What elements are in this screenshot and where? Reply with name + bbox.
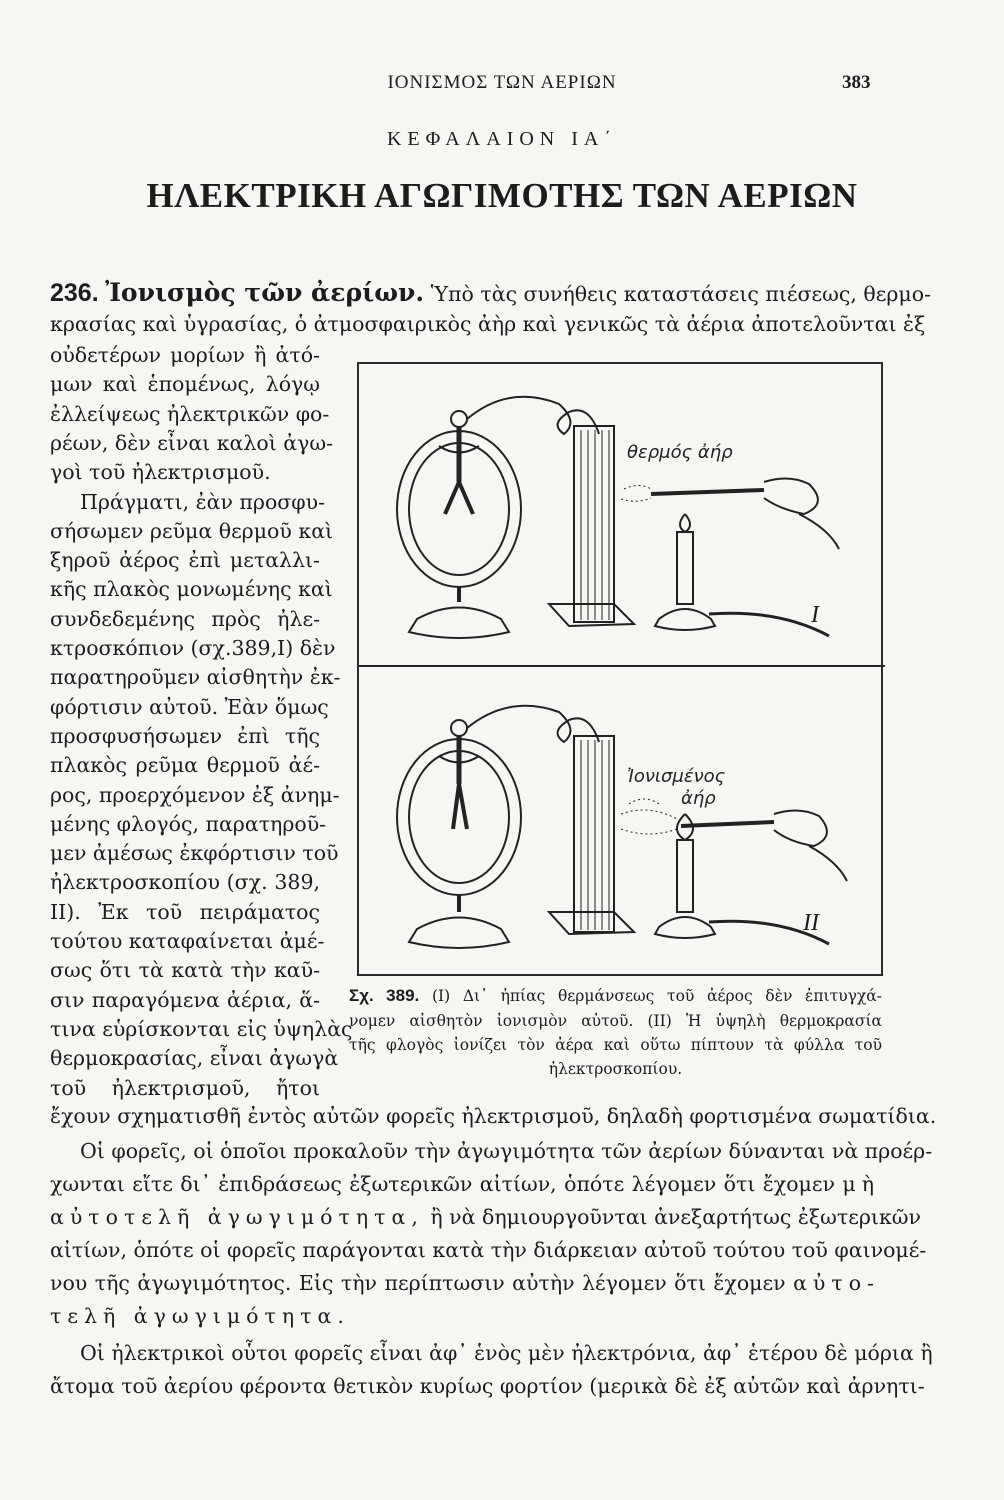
page-number: 383 bbox=[842, 72, 871, 93]
body-line: τούτου καταφαίνεται ἀμέ- bbox=[50, 929, 325, 953]
caption-line bbox=[349, 986, 882, 1006]
section-title: Ἰονισμὸς τῶν ἀερίων. bbox=[105, 278, 425, 307]
figure-drawing bbox=[359, 364, 885, 978]
body-text: νου τῆς ἀγωγιμότητος. Εἰς τὴν περίπτωσιν αὐτὴν λέγομεν ὅτι ἔχομεν bbox=[50, 1271, 786, 1295]
body-line: μεν ἀμέσως ἐκφόρτισιν τοῦ bbox=[50, 841, 339, 866]
caption-line: νομεν αἰσθητὸν ἰονισμὸν αὐτοῦ. (ΙΙ) Ἡ ὑψηλὴ θερμοκρασία bbox=[349, 1012, 882, 1030]
panel-2-label: II bbox=[803, 910, 819, 936]
section-number: 236. bbox=[50, 279, 99, 307]
body-line: αἰτίων, ὁπότε οἱ φορεῖς παράγονται κατὰ τὴν διάρκειαν αὐτοῦ τούτου τοῦ φαινομέ- bbox=[50, 1238, 927, 1262]
panel-2-note-1: Ἰονισμένος bbox=[627, 766, 726, 787]
body-line: ἠλεκτροσκοπίου (σχ. 389, bbox=[50, 870, 320, 895]
emphasis-text: αὐτοτελῆ ἀγωγιμότητα, bbox=[50, 1205, 424, 1229]
emphasis-text: αὐτο- bbox=[793, 1271, 880, 1295]
figure-389 bbox=[357, 362, 883, 976]
panel-2-note-2: ἀήρ bbox=[681, 788, 716, 809]
body-line: μένης φλογός, παρατηροῦ- bbox=[50, 811, 327, 836]
body-text: χωνται εἴτε δι᾽ ἐπιδράσεως ἐξωτερικῶν αἰτίων, ὁπότε λέγομεν ὅτι ἔχομεν bbox=[50, 1172, 835, 1196]
body-line: Ὑπὸ τὰς συνήθεις καταστάσεις πιέσεως, θερμο- bbox=[430, 282, 932, 306]
body-line: ἔχουν σχηματισθῆ ἐντὸς αὐτῶν φορεῖς ἠλεκτρισμοῦ, δηλαδὴ φορτισμένα σωματίδια. bbox=[50, 1104, 937, 1128]
body-line: μων καὶ ἑπομένως, λόγῳ bbox=[50, 372, 320, 397]
body-line bbox=[50, 1271, 880, 1295]
emphasis-text: τελῆ ἀγωγιμότητα. bbox=[50, 1304, 350, 1328]
panel-1-drawing bbox=[397, 397, 839, 638]
body-line: ἐλλείψεως ἠλεκτρικῶν φο- bbox=[50, 401, 330, 426]
body-line: Οἱ φορεῖς, οἱ ὁποῖοι προκαλοῦν τὴν ἀγωγιμότητα τῶν ἀερίων δύνανται νὰ προέρ- bbox=[80, 1139, 933, 1163]
body-line: φόρτισιν αὐτοῦ. Ἐὰν ὅμως bbox=[50, 694, 329, 719]
chapter-label: ΚΕΦΑΛΑΙΟΝ ΙΑ΄ bbox=[386, 128, 618, 150]
body-line: παρατηροῦμεν αἰσθητὴν ἐκ- bbox=[50, 665, 341, 690]
body-line bbox=[50, 1205, 921, 1229]
body-line: κτροσκόπιον (σχ.389,Ι) δὲν bbox=[50, 636, 336, 660]
body-line: Πράγματι, ἐὰν προσφυ- bbox=[80, 489, 326, 514]
body-line: κῆς πλακὸς μονωμένης καὶ bbox=[50, 577, 333, 602]
body-line: γοὶ τοῦ ἠλεκτρισμοῦ. bbox=[50, 460, 271, 485]
caption-line: τῆς φλογὸς ἰονίζει τὸν ἀέρα καὶ οὕτω πίπτουν τὰ φύλλα τοῦ bbox=[349, 1036, 882, 1054]
caption-line: ἠλεκτροσκοπίου. bbox=[548, 1060, 683, 1078]
body-line: σως ὅτι τὰ κατὰ τὴν καῦ- bbox=[50, 958, 320, 983]
body-line: ρος, προερχόμενον ἐξ ἀνημ- bbox=[50, 782, 340, 807]
body-line bbox=[50, 1172, 880, 1196]
body-line: συνδεδεμένης πρὸς ἠλε- bbox=[50, 606, 320, 631]
section-heading-line bbox=[50, 278, 932, 308]
body-line: πλακὸς ρεῦμα θερμοῦ ἀέ- bbox=[50, 753, 320, 778]
body-line: ρέων, δὲν εἶναι καλοὶ ἀγω- bbox=[50, 430, 334, 455]
body-text: ἢ νὰ δημιουργοῦνται ἀνεξαρτήτως ἐξωτερικῶν bbox=[430, 1205, 921, 1229]
body-line: τοῦ ἠλεκτρισμοῦ, ἤτοι bbox=[50, 1075, 320, 1100]
body-line bbox=[50, 1304, 880, 1328]
body-line: θερμοκρασίας, εἶναι ἀγωγὰ bbox=[50, 1046, 339, 1071]
body-line: ἄτομα τοῦ ἀερίου φέροντα θετικὸν κυρίως φορτίον (μερικὰ δὲ ἐξ αὐτῶν καὶ ἀρνητι- bbox=[50, 1374, 925, 1398]
body-line: κρασίας καὶ ὑγρασίας, ὁ ἀτμοσφαιρικὸς ἀὴρ καὶ γενικῶς τὰ ἀέρια ἀποτελοῦνται ἐξ bbox=[50, 312, 926, 336]
body-line: ΙΙ). Ἐκ τοῦ πειράματος bbox=[50, 899, 320, 924]
body-line: τινα εὑρίσκονται εἰς ὑψηλὰς bbox=[50, 1016, 353, 1041]
running-head: ΙΟΝΙΣΜΟΣ ΤΩΝ ΑΕΡΙΩΝ bbox=[387, 72, 617, 93]
body-line: οὐδετέρων μορίων ἢ ἀτό- bbox=[50, 343, 320, 367]
caption-text: (Ι) Δι᾽ ἠπίας θερμάνσεως τοῦ ἀέρος δὲν ἐπιτυγχά- bbox=[431, 987, 882, 1005]
emphasis-text: μὴ bbox=[842, 1172, 880, 1196]
panel-1-label: I bbox=[811, 602, 819, 628]
caption-number: Σχ. 389. bbox=[349, 986, 420, 1005]
panel-1-note: θερμός ἀήρ bbox=[627, 442, 733, 463]
panel-2-drawing bbox=[397, 706, 847, 948]
body-line: ξηροῦ ἀέρος ἐπὶ μεταλλι- bbox=[50, 548, 320, 573]
body-line: προσφυσήσωμεν ἐπὶ τῆς bbox=[50, 723, 320, 748]
body-line: Οἱ ἠλεκτρικοὶ οὗτοι φορεῖς εἶναι ἀφ᾽ ἑνὸς μὲν ἠλεκτρόνια, ἀφ᾽ ἑτέρου δὲ μόρια ἢ bbox=[80, 1341, 933, 1365]
body-line: σιν παραγόμενα ἀέρια, ἅ- bbox=[50, 987, 320, 1012]
chapter-title: ΗΛΕΚΤΡΙΚΗ ΑΓΩΓΙΜΟΤΗΣ ΤΩΝ ΑΕΡΙΩΝ bbox=[146, 176, 858, 215]
body-line: σήσωμεν ρεῦμα θερμοῦ καὶ bbox=[50, 518, 334, 543]
